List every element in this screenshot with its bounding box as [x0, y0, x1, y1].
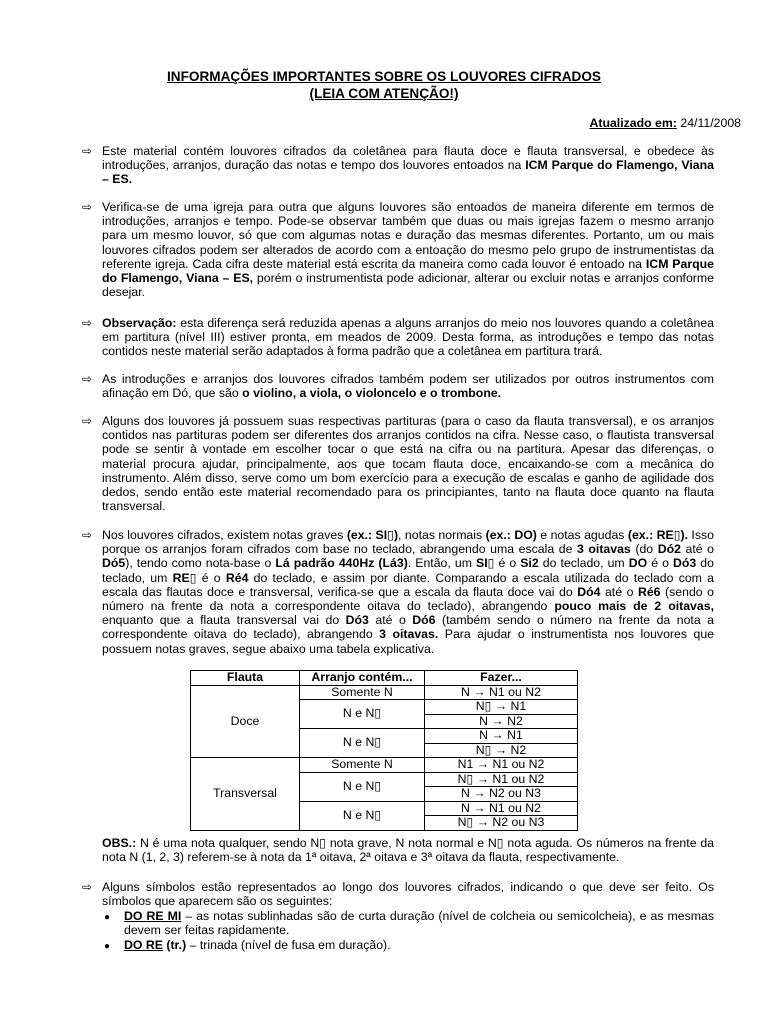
table-cell: N▯ → N2 — [425, 743, 578, 758]
symbol-item-short-notes: DO RE MI – as notas sublinhadas são de curta duração (nível de colcheia ou semicolcheia), e as mesmas devem ser feitas rapidamente. — [124, 909, 714, 938]
arrow-bullet-icon: ⇨ — [82, 414, 93, 428]
paragraph-1: Este material contém louvores cifrados da coletânea para flauta doce e flauta transversal, e obedece às introduções, arranjos, duração das notas e tempo dos louvores entoados na ICM Parque do Flamengo, Viana – ES. — [102, 144, 714, 187]
table-cell: Doce — [191, 685, 300, 758]
paragraph-4: As introduções e arranjos dos louvores cifrados também podem ser utilizados por outros instrumentos com afinação em Dó, que são o violino, a viola, o violoncelo e o trombone. — [102, 372, 714, 401]
arrow-bullet-icon: ⇨ — [82, 144, 93, 158]
table-cell: N → N2 ou N3 — [425, 787, 578, 802]
table-cell: N → N2 — [425, 714, 578, 729]
table-cell: N▯ → N1 ou N2 — [425, 772, 578, 787]
table-cell: N → N1 ou N2 — [425, 801, 578, 816]
table-header-cell: Flauta — [191, 671, 300, 686]
arrow-bullet-icon: ⇨ — [82, 372, 93, 386]
paragraph-2: Verifica-se de uma igreja para outra que alguns louvores são entoados de maneira diferente em termos de introduções, arranjos e tempo. Pode-se observar também que duas ou mais igrejas fazem o mesmo arranjo para um mesmo louvor, só que com algumas notas e duração das mesmas diferentes. Portanto, um ou mais louvores cifrados podem ser alterados de acordo com a entoação do mesmo pelo grupo de instrumentistas da referente igreja. Cada cifra deste material está escrita da maneira como cada louvor é entoado na ICM Parque do Flamengo, Viana – ES, porém o instrumentista pode adicionar, alterar ou excluir notas e arranjos conforme desejar. — [102, 200, 714, 300]
table-cell: N → N1 ou N2 — [425, 685, 578, 700]
table-cell: Somente N — [300, 685, 425, 700]
paragraph-5: Alguns dos louvores já possuem suas respectivas partituras (para o caso da flauta transversal), e os arranjos contidos nas partituras podem ser diferentes dos arranjos contidos na cifra. Nesse caso, o flautista transversal pode se sentir à vontade em escolher tocar o que está na cifra ou na partitura. Apesar das diferenças, o material procura ajudar, principalmente, aos que tocam flauta doce, encaixando-se com a mecânica do instrumento. Além disso, serve como um bom exercício para a execução de escalas e ganho de agilidade dos dedos, sendo então este material recomendado para os principiantes, tanto na flauta doce quanto na flauta transversal. — [102, 414, 714, 514]
updated-date — [589, 116, 741, 130]
symbol-item-trill: DO RE (tr.) – trinada (nível de fusa em duração). — [124, 938, 391, 952]
table-row — [191, 685, 578, 700]
table-cell: N e N▯ — [300, 700, 425, 729]
table-cell: N → N1 — [425, 729, 578, 744]
table-cell: N e N▯ — [300, 801, 425, 830]
table-header-cell: Fazer... — [425, 671, 578, 686]
paragraph-3: Observação: esta diferença será reduzida apenas a alguns arranjos do meio nos louvores quando a coletânea em partitura (nível III) estiver pronta, em meados de 2009. Desta forma, as introduções e tempo das notas contidos neste material serão adaptados à forma padrão que a coletânea em partitura trará. — [102, 316, 714, 359]
flute-octave-table — [190, 670, 578, 831]
updated-value: 24/11/2008 — [680, 116, 741, 130]
table-cell: N1 → N1 ou N2 — [425, 758, 578, 773]
table-header-cell: Arranjo contém... — [300, 671, 425, 686]
arrow-bullet-icon: ⇨ — [82, 528, 93, 542]
arrow-bullet-icon: ⇨ — [82, 200, 93, 214]
document-subtitle: (LEIA COM ATENÇÃO!) — [309, 86, 459, 101]
dot-bullet-icon: ● — [104, 941, 111, 952]
table-cell: N▯ → N1 — [425, 700, 578, 715]
table-cell: Transversal — [191, 758, 300, 831]
table-cell: N e N▯ — [300, 729, 425, 758]
obs-note: OBS.: N é uma nota qualquer, sendo N▯ nota grave, N nota normal e N▯ nota aguda. Os números na frente da nota N (1, 2, 3) referem-se à nota da 1ª oitava, 2ª oitava e 3ª oitava da flauta, respectivamente. — [102, 836, 714, 865]
table-cell: Somente N — [300, 758, 425, 773]
arrow-bullet-icon: ⇨ — [82, 880, 93, 894]
table-row — [191, 758, 578, 773]
table-header-row — [191, 671, 578, 686]
dot-bullet-icon: ● — [104, 912, 111, 923]
updated-label: Atualizado em: — [589, 116, 677, 130]
paragraph-6: Nos louvores cifrados, existem notas graves (ex.: SI▯), notas normais (ex.: DO) e notas agudas (ex.: RE▯). Isso porque os arranjos foram cifrados com base no teclado, abrangendo uma escala de 3 oitavas (do Dó2 até o Dó5), tendo como nota-base o Lá padrão 440Hz (Lá3). Então, um SI▯ é o Si2 do teclado, um DO é o Dó3 do teclado, um RE▯ é o Ré4 do teclado, e assim por diante. Comparando a escala utilizada do teclado com a escala das flautas doce e transversal, verifica-se que a escala da flauta doce vai do Dó4 até o Ré6 (sendo o número na frente da nota a correspondente oitava do teclado), abrangendo pouco mais de 2 oitavas, enquanto que a flauta transversal vai do Dó3 até o Dó6 (também sendo o número na frente da nota a correspondente oitava do teclado), abrangendo 3 oitavas. Para ajudar o instrumentista nos louvores que possuem notas graves, segue abaixo uma tabela explicativa. — [102, 528, 714, 656]
table-cell: N e N▯ — [300, 772, 425, 801]
paragraph-7: Alguns símbolos estão representados ao longo dos louvores cifrados, indicando o que deve ser feito. Os símbolos que aparecem são os seguintes: — [102, 880, 714, 909]
document-title: INFORMAÇÕES IMPORTANTES SOBRE OS LOUVORES CIFRADOS — [166, 69, 602, 84]
arrow-bullet-icon: ⇨ — [82, 316, 93, 330]
table-cell: N▯ → N2 ou N3 — [425, 816, 578, 831]
